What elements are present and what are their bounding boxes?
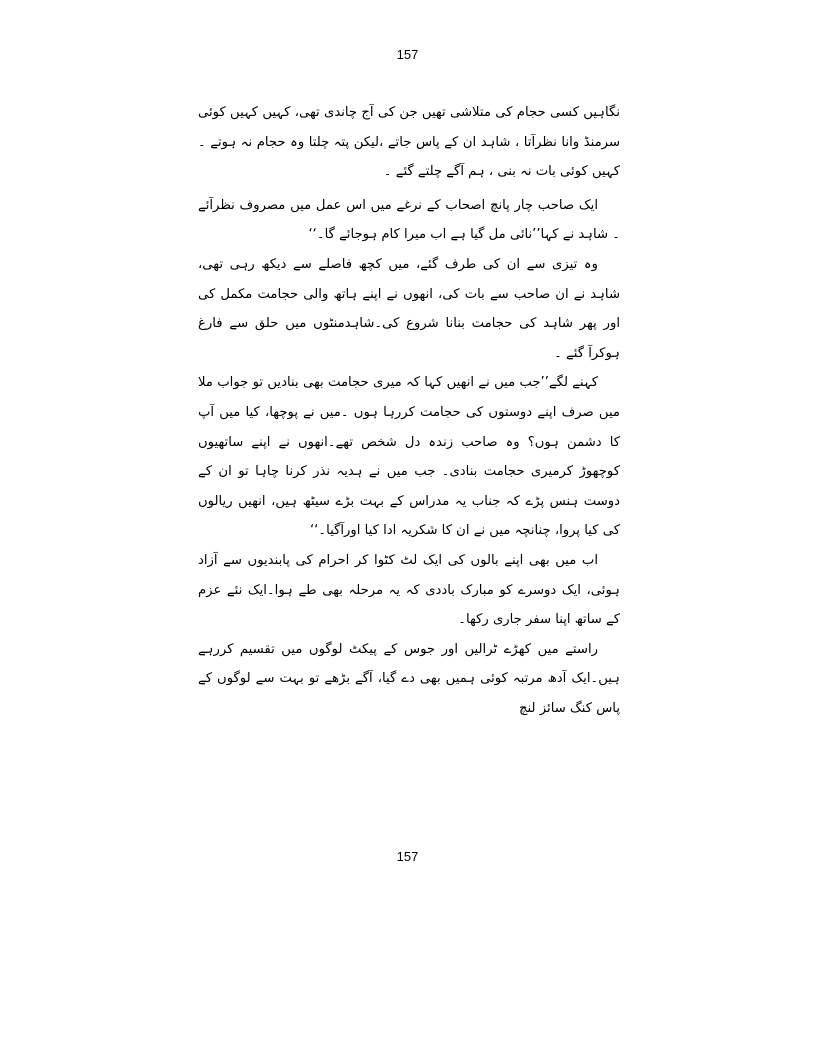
paragraph: راستے میں کھڑے ٹرالیں اور جوس کے پیکٹ لوگوں میں تقسیم کررہے ہیں۔ایک آدھ مرتبہ کوئی ہمیں بھی دے گیا، آگے بڑھے تو بہت سے لوگوں کے پاس کنگ سائز لنچ <box>198 641 620 716</box>
page-body <box>198 98 620 723</box>
paragraph: ایک صاحب چار پانچ اصحاب کے نرغے میں اس عمل میں مصروف نظرآئے ۔ شاہد نے کہا’’نائی مل گیا ہے اب میرا کام ہوجائے گا۔‘‘ <box>198 197 620 243</box>
paragraph: نگاہیں کسی حجام کی متلاشی تھیں جن کی آج چاندی تھی، کہیں کہیں کوئی سرمنڈ وانا نظرآتا ، شاہد ان کے پاس جاتے ،لیکن پتہ چلتا وہ حجام نہ ہوتے ۔کہیں کوئی بات نہ بنی ، ہم آگے چلتے گئے ۔ <box>198 105 620 180</box>
page-number-top: 157 <box>396 47 419 62</box>
paragraph: وہ تیزی سے ان کی طرف گئے، میں کچھ فاصلے سے دیکھ رہی تھی، شاہد نے ان صاحب سے بات کی، انھوں نے اپنے ہاتھ والی حجامت مکمل کی اور پھر شاہد کی حجامت بنانا شروع کی۔شاہدمنٹوں میں حلق سے فارغ ہوکرآ گئے ۔ <box>198 256 620 361</box>
page-number-bottom: 157 <box>396 849 419 864</box>
paragraph: کہنے لگے’’جب میں نے انھیں کہا کہ میری حجامت بھی بنادیں تو جواب ملا میں صرف اپنے دوستوں کی حجامت کررہا ہوں ۔میں نے پوچھا، کیا میں آپ کا دشمن ہوں؟ وہ صاحب زندہ دل شخص تھے۔انھوں نے اپنے ساتھیوں کوچھوڑ کرمیری حجامت بنادی۔ جب میں نے ہدیہ نذر کرنا چاہا تو ان کے دوست ہنس پڑے کہ جناب یہ مدراس کے بہت بڑے سیٹھ ہیں، انھیں ریالوں کی کیا پروا، چنانچہ میں نے ان کا شکریہ ادا کیا اورآگیا۔‘‘ <box>198 375 620 539</box>
paragraph: اب میں بھی اپنے بالوں کی ایک لٹ کٹوا کر احرام کی پابندیوں سے آزاد ہوئی، ایک دوسرے کو مبارک باددی کہ یہ مرحلہ بھی طے ہوا۔ایک نئے عزم کے ساتھ اپنا سفر جاری رکھا۔ <box>198 552 620 628</box>
